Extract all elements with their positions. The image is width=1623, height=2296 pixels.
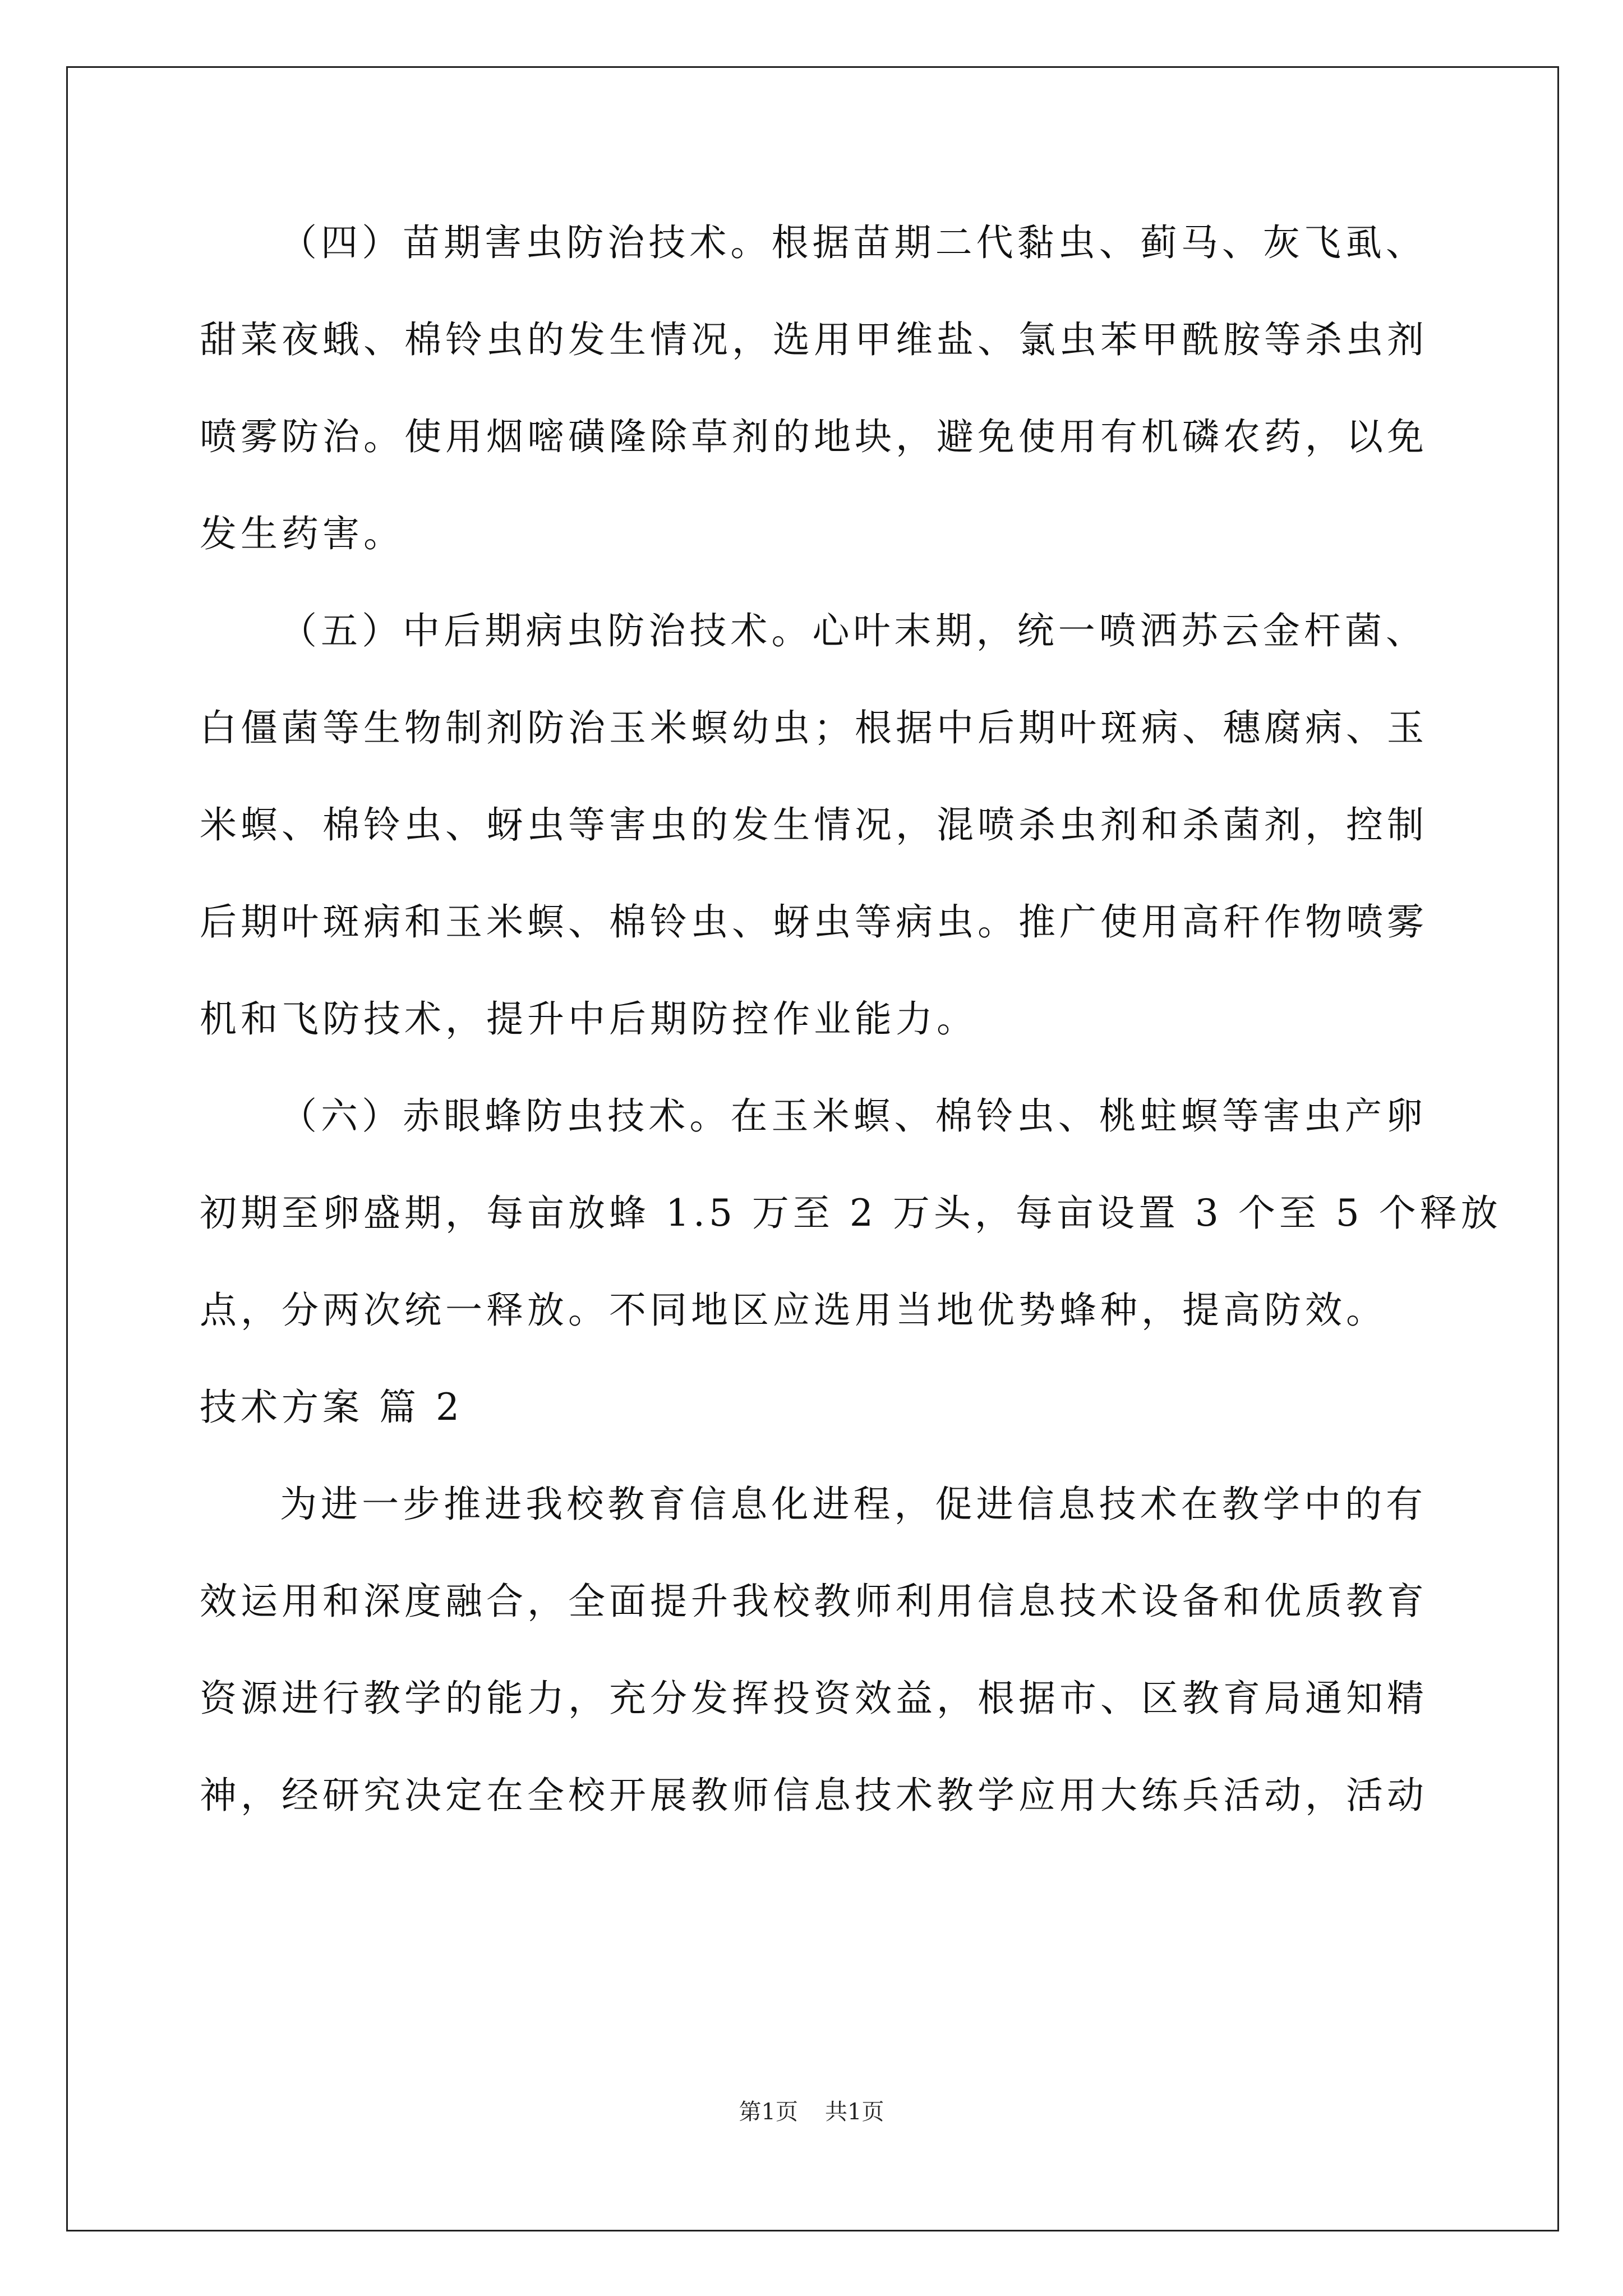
paragraph-line: 白僵菌等生物制剂防治玉米螟幼虫；根据中后期叶斑病、穗腐病、玉 (200, 706, 1428, 749)
paragraph-line: 米螟、棉铃虫、蚜虫等害虫的发生情况，混喷杀虫剂和杀菌剂，控制 (200, 803, 1428, 846)
paragraph-line: 发生药害。 (200, 512, 404, 555)
paragraph-line: （四）苗期害虫防治技术。根据苗期二代黏虫、蓟马、灰飞虱、 (280, 221, 1427, 264)
page-number: 第1页 (739, 2099, 798, 2125)
paragraph-line: （五）中后期病虫防治技术。心叶末期，统一喷洒苏云金杆菌、 (280, 609, 1427, 652)
paragraph-line: 初期至卵盛期，每亩放蜂 1.5 万至 2 万头，每亩设置 3 个至 5 个释放 (200, 1191, 1502, 1235)
paragraph-line: 点，分两次统一释放。不同地区应选用当地优势蜂种，提高防效。 (200, 1289, 1387, 1332)
page-total: 共1页 (825, 2099, 884, 2125)
paragraph-line: 喷雾防治。使用烟嘧磺隆除草剂的地块，避免使用有机磷农药，以免 (200, 415, 1428, 458)
section-heading: 技术方案 篇 2 (200, 1386, 463, 1429)
paragraph-line: 为进一步推进我校教育信息化进程，促进信息技术在教学中的有 (280, 1483, 1427, 1526)
page-border (66, 66, 1559, 2231)
paragraph-line: 效运用和深度融合，全面提升我校教师利用信息技术设备和优质教育 (200, 1580, 1428, 1623)
paragraph-line: （六）赤眼蜂防虫技术。在玉米螟、棉铃虫、桃蛀螟等害虫产卵 (280, 1094, 1427, 1138)
paragraph-line: 后期叶斑病和玉米螟、棉铃虫、蚜虫等病虫。推广使用高秆作物喷雾 (200, 900, 1428, 944)
paragraph-line: 神，经研究决定在全校开展教师信息技术教学应用大练兵活动，活动 (200, 1774, 1428, 1817)
paragraph-line: 机和飞防技术，提升中后期防控作业能力。 (200, 997, 978, 1041)
paragraph-line: 甜菜夜蛾、棉铃虫的发生情况，选用甲维盐、氯虫苯甲酰胺等杀虫剂 (200, 318, 1428, 361)
page-footer (0, 2095, 1623, 2129)
paragraph-line: 资源进行教学的能力，充分发挥投资效益，根据市、区教育局通知精 (200, 1677, 1428, 1720)
